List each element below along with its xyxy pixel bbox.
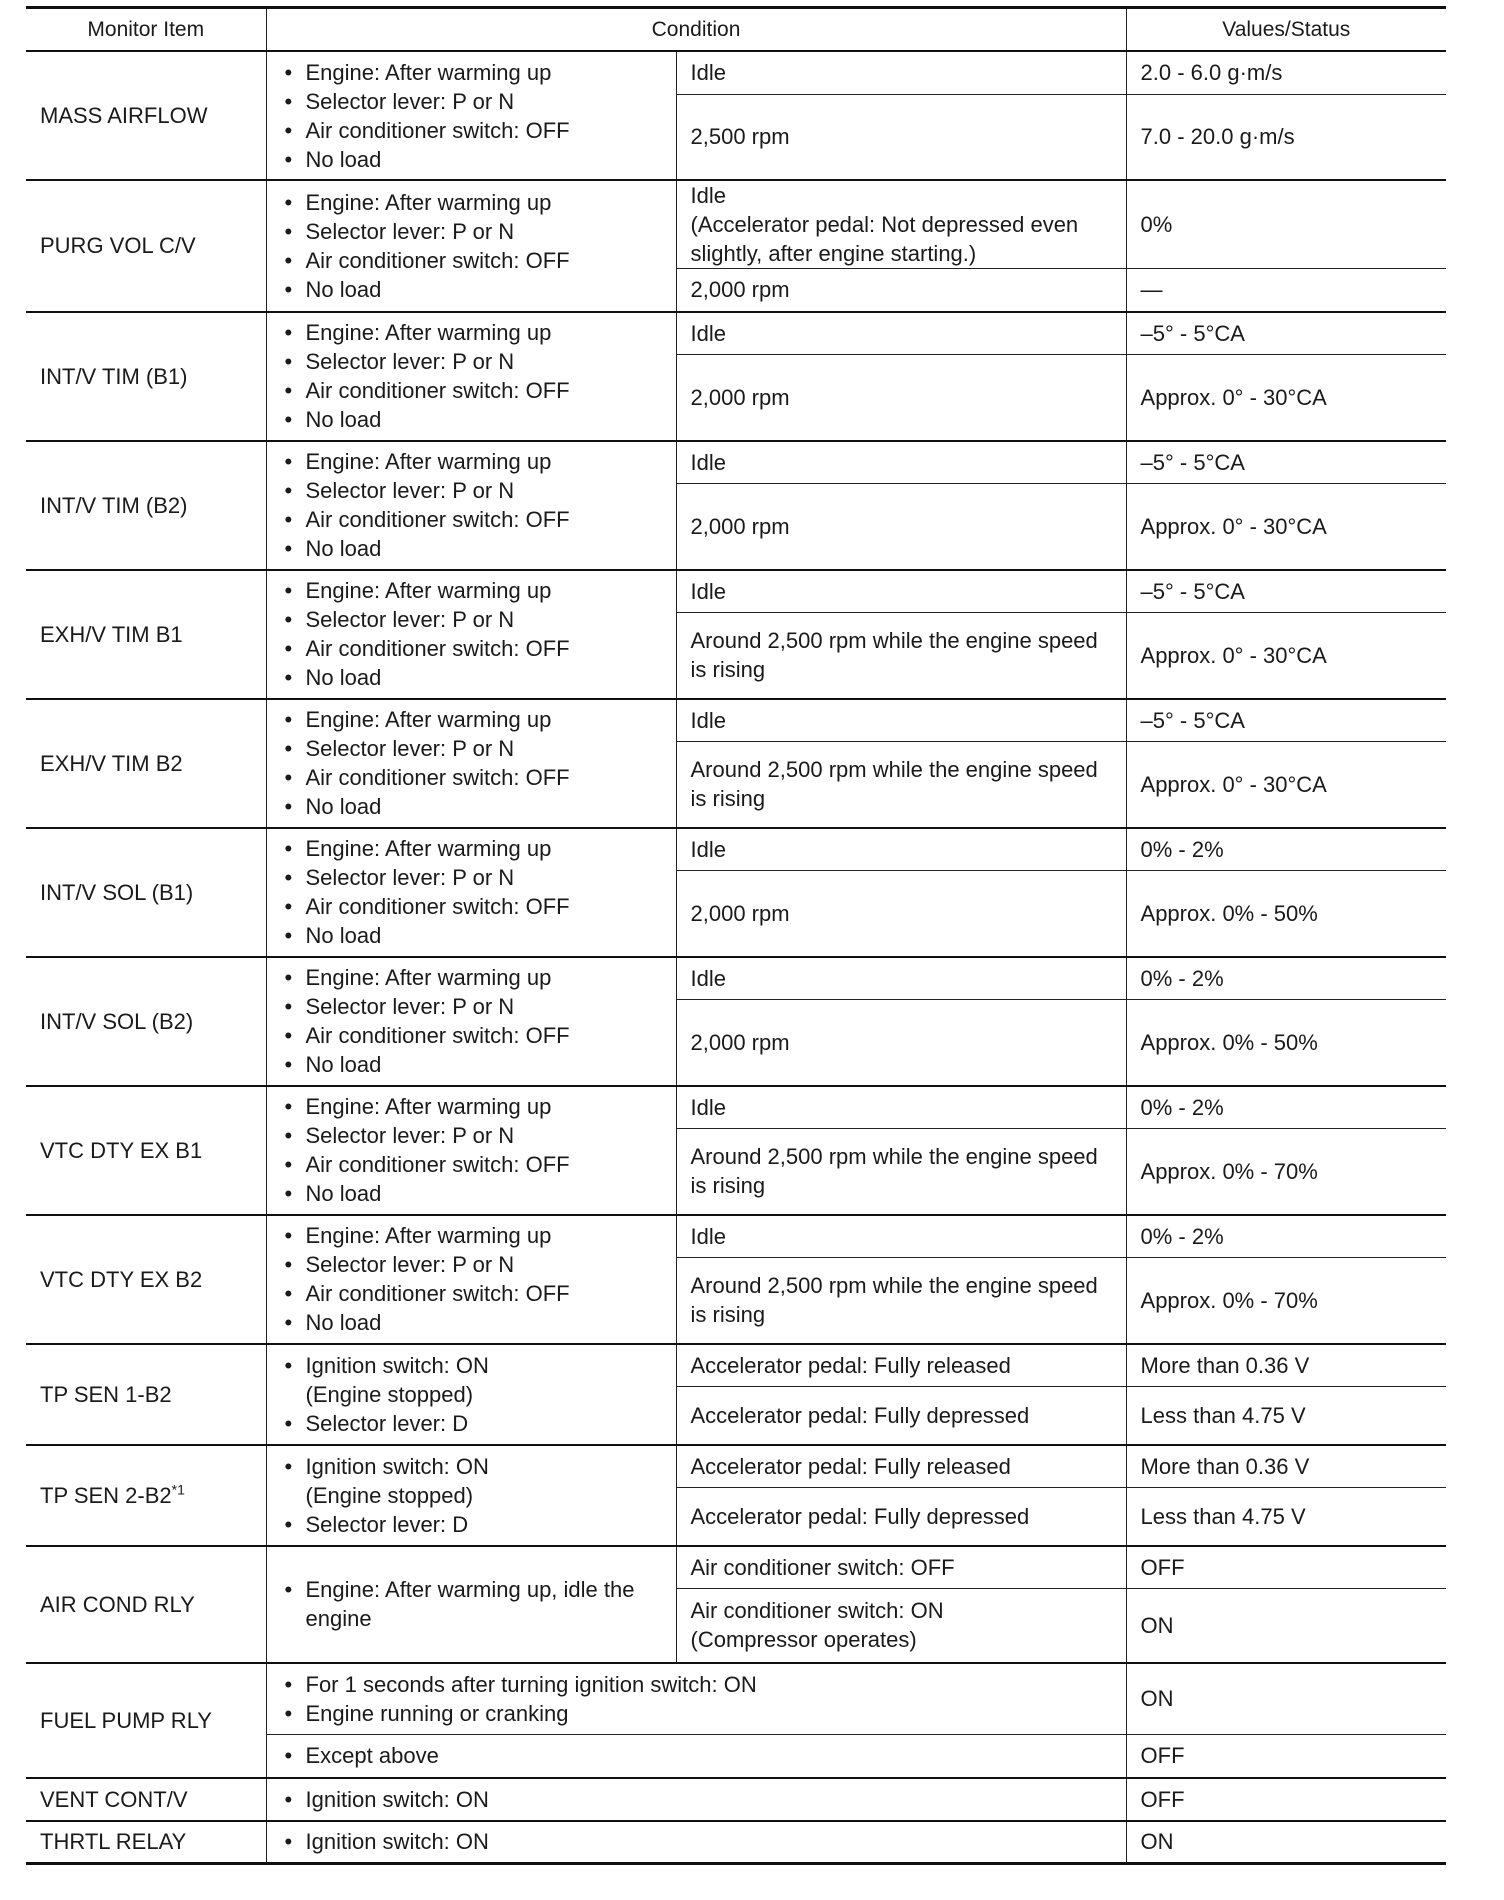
- condition-bullet-text: For 1 seconds after turning ignition switch: ON: [305, 1671, 757, 1697]
- sub-condition-cell: [676, 1086, 1126, 1129]
- sub-condition-text: Air conditioner switch: OFF: [690, 1554, 955, 1580]
- condition-bullet: [281, 792, 662, 821]
- condition-bullet: [281, 734, 662, 763]
- condition-bullet-text: No load: [305, 276, 382, 302]
- monitor-item-cell: [26, 1821, 266, 1864]
- condition-bullet-text: • Ignition switch: ON: [305, 1453, 489, 1479]
- table-row: [26, 1344, 1446, 1387]
- monitor-item-name: PURG VOL C/V: [40, 233, 196, 259]
- condition-bullet-text: Selector lever: D: [305, 1511, 469, 1537]
- condition-bullet-text: No load: [305, 1052, 382, 1077]
- sub-condition-cell: [676, 1387, 1126, 1445]
- condition-bullet: [281, 145, 662, 174]
- base-condition-cell: [266, 180, 676, 312]
- value-status-cell: 2.0 - 6.0 g·m/s: [1126, 51, 1446, 94]
- condition-bullet-text: Selector lever: P or N: [305, 607, 515, 632]
- condition-bullet-text: No load: [305, 146, 382, 172]
- condition-bullet-list: [281, 963, 662, 1079]
- condition-bullet: [281, 1221, 662, 1250]
- monitor-item-cell: [26, 1215, 266, 1344]
- sub-condition-cell: [266, 1663, 1126, 1735]
- value-status-cell: 0% - 2%: [1126, 1086, 1446, 1129]
- condition-bullet: [281, 1121, 662, 1150]
- condition-bullet: [281, 1351, 662, 1409]
- condition-bullet-text: No load: [305, 407, 382, 432]
- sub-condition-cell: [676, 1129, 1126, 1215]
- condition-bullet-text: Engine: After warming up: [305, 189, 552, 215]
- monitor-item-table: [26, 6, 1446, 1865]
- sub-condition-cell: [676, 1000, 1126, 1086]
- value-status-cell: OFF: [1126, 1735, 1446, 1778]
- sub-condition-text: 2,500 rpm: [690, 124, 790, 150]
- condition-bullet-text: Air conditioner switch: OFF: [305, 1152, 570, 1177]
- sub-condition-text: Idle: [690, 1094, 726, 1120]
- condition-bullet: [281, 246, 662, 275]
- condition-bullet: [281, 892, 662, 921]
- condition-bullet-list: [281, 834, 662, 950]
- monitor-item-name: THRTL RELAY: [40, 1829, 187, 1855]
- header-row: [26, 8, 1446, 52]
- sub-condition-text: (Accelerator pedal: Not depressed even: [690, 212, 1079, 237]
- condition-bullet-list: [281, 1741, 1112, 1770]
- monitor-item-name: VTC DTY EX B2: [40, 1266, 203, 1292]
- base-condition-cell: [266, 1215, 676, 1344]
- condition-bullet-list: [281, 447, 662, 563]
- condition-bullet: [281, 1179, 662, 1208]
- sub-condition-cell: [676, 269, 1126, 312]
- sub-condition-cell: [676, 1589, 1126, 1663]
- base-condition-cell: [266, 570, 676, 699]
- condition-bullet-text: Engine: After warming up: [305, 449, 552, 474]
- condition-bullet-text: Selector lever: P or N: [305, 1252, 515, 1277]
- value-status-cell: Approx. 0° - 30°CA: [1126, 613, 1446, 699]
- condition-bullet-text: Selector lever: P or N: [305, 994, 515, 1019]
- condition-bullet: [281, 663, 662, 692]
- condition-bullet: [281, 1250, 662, 1279]
- value-status-cell: ON: [1126, 1821, 1446, 1864]
- sub-condition-text: Air conditioner switch: ON: [690, 1598, 944, 1624]
- condition-bullet-text: Selector lever: P or N: [305, 865, 515, 890]
- condition-bullet: [281, 921, 662, 950]
- condition-bullet: [281, 763, 662, 792]
- value-status-cell: ON: [1126, 1589, 1446, 1663]
- condition-bullet-text: Ignition switch: ON: [305, 1829, 489, 1855]
- condition-bullet-text: Air conditioner switch: OFF: [305, 894, 570, 919]
- sub-condition-cell: [676, 51, 1126, 94]
- condition-bullet-text: No load: [305, 1181, 382, 1206]
- condition-bullet-list: [281, 1351, 662, 1438]
- condition-bullet: [281, 1575, 662, 1633]
- condition-bullet-list: [281, 1452, 662, 1539]
- condition-bullet-text: Air conditioner switch: OFF: [305, 636, 570, 661]
- condition-bullet-text: Engine: After warming up: [305, 836, 552, 861]
- sub-condition-text: Idle: [690, 836, 726, 862]
- condition-bullet: [281, 1150, 662, 1179]
- condition-bullet: [281, 1050, 662, 1079]
- sub-condition-text: is rising: [690, 657, 766, 683]
- sub-condition-text: 2,000 rpm: [690, 513, 790, 539]
- condition-bullet-text: No load: [305, 536, 382, 561]
- condition-bullet: [281, 347, 662, 376]
- condition-bullet: [281, 992, 662, 1021]
- condition-bullet: [281, 1827, 1112, 1856]
- table-row: [26, 1663, 1446, 1735]
- condition-bullet-text: (Engine stopped): [305, 1482, 474, 1508]
- monitor-item-name: INT/V TIM (B2): [40, 492, 188, 518]
- value-status-cell: Approx. 0% - 50%: [1126, 871, 1446, 957]
- condition-bullet: [281, 1699, 1112, 1728]
- sub-condition-cell: [676, 441, 1126, 484]
- base-condition-cell: [266, 828, 676, 957]
- sub-condition-text: Idle: [690, 449, 726, 475]
- sub-condition-text: is rising: [690, 1173, 766, 1199]
- monitor-item-cell: [26, 1663, 266, 1778]
- condition-bullet-text: Engine: After warming up: [305, 59, 552, 85]
- base-condition-cell: [266, 441, 676, 570]
- condition-bullet-text: No load: [305, 794, 382, 819]
- monitor-item-name: AIR COND RLY: [40, 1591, 195, 1617]
- condition-bullet-text: Selector lever: P or N: [305, 218, 515, 244]
- condition-bullet-text: Air conditioner switch: OFF: [305, 1281, 570, 1306]
- header-condition: Condition: [266, 8, 1126, 52]
- sub-condition-text: Around 2,500 rpm while the engine speed: [690, 628, 1098, 654]
- condition-bullet-list: [281, 1575, 662, 1633]
- condition-bullet-list: [281, 576, 662, 692]
- condition-bullet-text: Selector lever: P or N: [305, 88, 515, 114]
- condition-bullet-text: Engine: After warming up: [305, 320, 552, 345]
- sub-condition-text: is rising: [690, 786, 766, 812]
- sub-condition-cell: [266, 1735, 1126, 1778]
- sub-condition-cell: [676, 871, 1126, 957]
- monitor-item-cell: [26, 180, 266, 312]
- condition-bullet: [281, 705, 662, 734]
- base-condition-cell: [266, 1086, 676, 1215]
- sub-condition-text: Accelerator pedal: Fully depressed: [690, 1402, 1030, 1428]
- condition-bullet-text: Ignition switch: ON: [305, 1786, 489, 1812]
- value-status-cell: Approx. 0° - 30°CA: [1126, 355, 1446, 441]
- sub-condition-cell: [676, 94, 1126, 180]
- sub-condition-cell: [676, 613, 1126, 699]
- sub-condition-text: (Compressor operates): [690, 1627, 917, 1653]
- sub-condition-text: Idle: [690, 707, 726, 733]
- sub-condition-text: Idle: [690, 578, 726, 604]
- condition-bullet-list: [281, 1221, 662, 1337]
- monitor-item-name: EXH/V TIM B1: [40, 621, 183, 647]
- table-row: [26, 51, 1446, 94]
- condition-bullet-list: [281, 1827, 1112, 1856]
- monitor-item-cell: [26, 699, 266, 828]
- condition-bullet-text: Air conditioner switch: OFF: [305, 378, 570, 403]
- sub-condition-text: Accelerator pedal: Fully depressed: [690, 1503, 1030, 1529]
- value-status-cell: 0%: [1126, 180, 1446, 269]
- sub-condition-text: Around 2,500 rpm while the engine speed: [690, 1273, 1098, 1299]
- monitor-item-cell: [26, 312, 266, 441]
- sub-condition-text: 2,000 rpm: [690, 384, 790, 410]
- sub-condition-cell: [676, 1445, 1126, 1488]
- condition-bullet: [281, 963, 662, 992]
- value-status-cell: 0% - 2%: [1126, 1215, 1446, 1258]
- condition-bullet-text: Selector lever: P or N: [305, 1123, 515, 1148]
- condition-bullet: [281, 188, 662, 217]
- table-row: [26, 1546, 1446, 1589]
- sub-condition-text: Idle: [690, 1223, 726, 1249]
- condition-bullet: [281, 1510, 662, 1539]
- sub-condition-cell: [676, 180, 1126, 269]
- condition-bullet-text: Air conditioner switch: OFF: [305, 1023, 570, 1048]
- table-row: [26, 828, 1446, 871]
- base-condition-cell: [266, 1445, 676, 1546]
- sub-condition-cell: [676, 312, 1126, 355]
- value-status-cell: –5° - 5°CA: [1126, 312, 1446, 355]
- value-status-cell: OFF: [1126, 1778, 1446, 1821]
- condition-bullet: [281, 217, 662, 246]
- condition-bullet-list: [281, 1092, 662, 1208]
- condition-bullet-text: engine: [305, 1606, 372, 1631]
- sub-condition-cell: [676, 1215, 1126, 1258]
- sub-condition-text: slightly, after engine starting.): [690, 241, 977, 266]
- table-row: [26, 570, 1446, 613]
- value-status-cell: Approx. 0° - 30°CA: [1126, 742, 1446, 828]
- condition-bullet-text: • Ignition switch: ON: [305, 1352, 489, 1378]
- table-row: [26, 699, 1446, 742]
- condition-bullet: [281, 834, 662, 863]
- condition-bullet: [281, 534, 662, 563]
- condition-bullet-text: No load: [305, 923, 382, 948]
- monitor-item-cell: [26, 1546, 266, 1663]
- condition-bullet-text: Air conditioner switch: OFF: [305, 247, 570, 273]
- monitor-item-cell: [26, 1445, 266, 1546]
- condition-bullet: [281, 275, 662, 304]
- sub-condition-text: Idle: [690, 320, 726, 346]
- monitor-item-cell: [26, 441, 266, 570]
- table-row: [26, 441, 1446, 484]
- table-row: [26, 1445, 1446, 1488]
- condition-bullet-list: [281, 1785, 1112, 1814]
- condition-bullet-list: [281, 1670, 1112, 1728]
- condition-bullet: [281, 1409, 662, 1438]
- condition-bullet-text: Engine: After warming up: [305, 707, 552, 732]
- value-status-cell: –5° - 5°CA: [1126, 441, 1446, 484]
- condition-bullet-text: No load: [305, 665, 382, 690]
- sub-condition-text: 2,000 rpm: [690, 900, 790, 926]
- monitor-item-cell: [26, 1086, 266, 1215]
- sub-condition-text: Around 2,500 rpm while the engine speed: [690, 757, 1098, 783]
- condition-bullet-text: Air conditioner switch: OFF: [305, 765, 570, 790]
- condition-bullet-text: • Engine: After warming up, idle the: [305, 1577, 635, 1602]
- sub-condition-text: is rising: [690, 1302, 766, 1328]
- sub-condition-cell: [676, 1344, 1126, 1387]
- base-condition-cell: [266, 957, 676, 1086]
- table-row: [26, 1215, 1446, 1258]
- value-status-cell: More than 0.36 V: [1126, 1445, 1446, 1488]
- sub-condition-cell: [676, 1546, 1126, 1589]
- value-status-cell: ON: [1126, 1663, 1446, 1735]
- sub-condition-cell: [676, 742, 1126, 828]
- value-status-cell: Less than 4.75 V: [1126, 1387, 1446, 1445]
- condition-bullet: [281, 1741, 1112, 1770]
- monitor-item-cell: [26, 828, 266, 957]
- base-condition-cell: [266, 312, 676, 441]
- base-condition-cell: [266, 699, 676, 828]
- condition-bullet-text: (Engine stopped): [305, 1381, 474, 1407]
- sub-condition-cell: [676, 957, 1126, 1000]
- value-status-cell: More than 0.36 V: [1126, 1344, 1446, 1387]
- monitor-item-name: INT/V SOL (B2): [40, 1008, 194, 1034]
- monitor-item-cell: [26, 1778, 266, 1821]
- table-row: [26, 1778, 1446, 1821]
- sub-condition-text: 2,000 rpm: [690, 277, 790, 303]
- condition-bullet: [281, 1092, 662, 1121]
- condition-bullet-text: Engine: After warming up: [305, 965, 552, 990]
- value-status-cell: Approx. 0° - 30°CA: [1126, 484, 1446, 570]
- value-status-cell: 7.0 - 20.0 g·m/s: [1126, 94, 1446, 180]
- monitor-item-name: VENT CONT/V: [40, 1786, 188, 1812]
- value-status-cell: –5° - 5°CA: [1126, 699, 1446, 742]
- condition-bullet-text: Engine: After warming up: [305, 1094, 552, 1119]
- table-row: [26, 1821, 1446, 1864]
- condition-bullet-text: Engine: After warming up: [305, 1223, 552, 1248]
- condition-bullet: [281, 576, 662, 605]
- condition-bullet-text: Selector lever: P or N: [305, 349, 515, 374]
- monitor-item-cell: [26, 570, 266, 699]
- condition-bullet: [281, 376, 662, 405]
- condition-bullet: [281, 1021, 662, 1050]
- condition-bullet-text: Engine running or cranking: [305, 1700, 569, 1726]
- monitor-item-cell: [26, 1344, 266, 1445]
- condition-bullet: [281, 1279, 662, 1308]
- value-status-cell: OFF: [1126, 1546, 1446, 1589]
- sub-condition-cell: [676, 699, 1126, 742]
- condition-bullet-text: Selector lever: P or N: [305, 478, 515, 503]
- condition-bullet: [281, 318, 662, 347]
- value-status-cell: Approx. 0% - 50%: [1126, 1000, 1446, 1086]
- footnote-mark: *1: [171, 1481, 185, 1498]
- condition-bullet: [281, 87, 662, 116]
- condition-bullet-list: [281, 58, 662, 174]
- sub-condition-cell: [266, 1778, 1126, 1821]
- monitor-item-name: VTC DTY EX B1: [40, 1137, 203, 1163]
- base-condition-cell: [266, 1546, 676, 1663]
- condition-bullet: [281, 58, 662, 87]
- value-status-cell: Less than 4.75 V: [1126, 1488, 1446, 1546]
- monitor-item-name: EXH/V TIM B2: [40, 750, 183, 776]
- monitor-item-name: INT/V TIM (B1): [40, 363, 188, 389]
- value-status-cell: 0% - 2%: [1126, 828, 1446, 871]
- monitor-item-cell: [26, 957, 266, 1086]
- base-condition-cell: [266, 1344, 676, 1445]
- monitor-item-name: TP SEN 1-B2: [40, 1381, 172, 1407]
- monitor-item-name: MASS AIRFLOW: [40, 103, 208, 128]
- sub-condition-text: Accelerator pedal: Fully released: [690, 1453, 1011, 1479]
- condition-bullet: [281, 863, 662, 892]
- sub-condition-cell: [676, 828, 1126, 871]
- condition-bullet: [281, 1452, 662, 1510]
- sub-condition-cell: [676, 355, 1126, 441]
- sub-condition-cell: [676, 570, 1126, 613]
- header-values-status: Values/Status: [1126, 8, 1446, 52]
- table-body: [26, 51, 1446, 1864]
- condition-bullet: [281, 116, 662, 145]
- sub-condition-cell: [266, 1821, 1126, 1864]
- table-row: [26, 180, 1446, 269]
- condition-bullet-text: Selector lever: P or N: [305, 736, 515, 761]
- sub-condition-text: Around 2,500 rpm while the engine speed: [690, 1144, 1098, 1170]
- condition-bullet-text: Air conditioner switch: OFF: [305, 507, 570, 532]
- value-status-cell: 0% - 2%: [1126, 957, 1446, 1000]
- sub-condition-text: Idle: [690, 60, 726, 86]
- condition-bullet: [281, 1670, 1112, 1699]
- sub-condition-cell: [676, 1488, 1126, 1546]
- sub-condition-cell: [676, 484, 1126, 570]
- table-row: [26, 957, 1446, 1000]
- monitor-item-cell: [26, 51, 266, 180]
- condition-bullet: [281, 476, 662, 505]
- condition-bullet-list: [281, 318, 662, 434]
- condition-bullet: [281, 1785, 1112, 1814]
- condition-bullet-text: Selector lever: D: [305, 1410, 469, 1436]
- sub-condition-text: Idle: [690, 965, 726, 991]
- value-status-cell: Approx. 0% - 70%: [1126, 1129, 1446, 1215]
- sub-condition-text: Accelerator pedal: Fully released: [690, 1352, 1011, 1378]
- condition-bullet: [281, 405, 662, 434]
- condition-bullet: [281, 447, 662, 476]
- value-status-cell: –5° - 5°CA: [1126, 570, 1446, 613]
- sub-condition-text: 2,000 rpm: [690, 1029, 790, 1055]
- condition-bullet-list: [281, 188, 662, 304]
- sub-condition-cell: [676, 1258, 1126, 1344]
- sub-condition-text: Idle: [690, 183, 726, 208]
- value-status-cell: —: [1126, 269, 1446, 312]
- condition-bullet: [281, 1308, 662, 1337]
- condition-bullet: [281, 634, 662, 663]
- table-row: [26, 1086, 1446, 1129]
- condition-bullet: [281, 505, 662, 534]
- condition-bullet: [281, 605, 662, 634]
- monitor-item-name: INT/V SOL (B1): [40, 879, 194, 905]
- table-row: [26, 312, 1446, 355]
- condition-bullet-text: Engine: After warming up: [305, 578, 552, 603]
- condition-bullet-text: No load: [305, 1310, 382, 1335]
- condition-bullet-text: Air conditioner switch: OFF: [305, 117, 570, 143]
- value-status-cell: Approx. 0% - 70%: [1126, 1258, 1446, 1344]
- base-condition-cell: [266, 51, 676, 180]
- condition-bullet-text: Except above: [305, 1743, 439, 1769]
- header-monitor-item: Monitor Item: [26, 8, 266, 52]
- monitor-item-name: TP SEN 2-B2: [40, 1482, 172, 1508]
- monitor-item-name: FUEL PUMP RLY: [40, 1707, 212, 1733]
- condition-bullet-list: [281, 705, 662, 821]
